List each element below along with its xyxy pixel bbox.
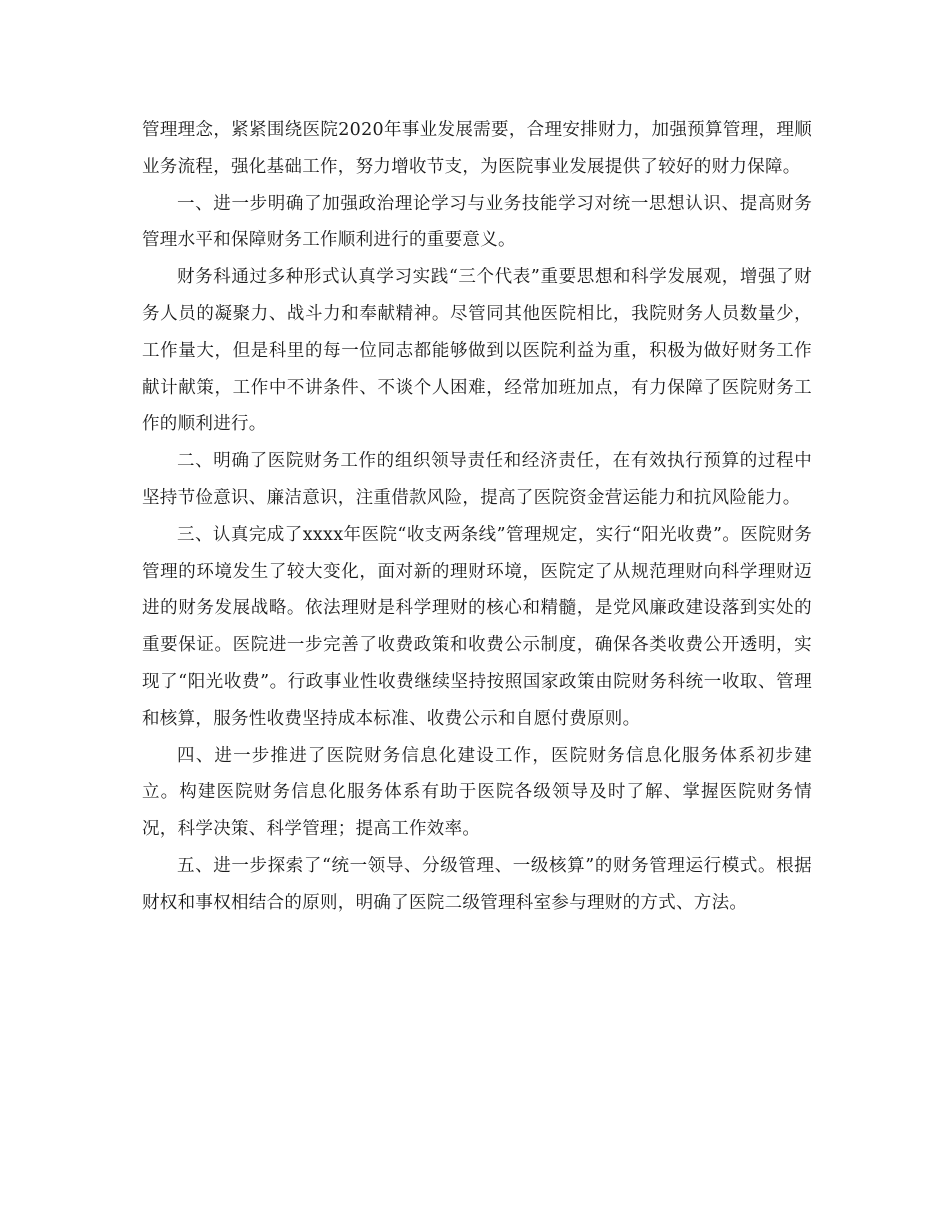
paragraph-section-one: 一、进一步明确了加强政治理论学习与业务技能学习对统一思想认识、提高财务管理水平和保障财务工作顺利进行的重要意义。: [142, 193, 812, 251]
document-body: [142, 112, 812, 922]
paragraph-section-two: 二、明确了医院财务工作的组织领导责任和经济责任，在有效执行预算的过程中坚持节俭意识、廉洁意识，注重借款风险，提高了医院资金营运能力和抗风险能力。: [142, 451, 812, 508]
paragraph-section-one-detail: 财务科通过多种形式认真学习实践“三个代表”重要思想和科学发展观，增强了财务人员的凝聚力、战斗力和奉献精神。尽管同其他医院相比，我院财务人员数量少，工作量大，但是科里的每一位同志都能够做到以医院利益为重，积极为做好财务工作献计献策，工作中不讲条件、不谈个人困难，经常加班加点，有力保障了医院财务工作的顺利进行。: [142, 267, 812, 435]
paragraph-section-four: 四、进一步推进了医院财务信息化建设工作，医院财务信息化服务体系初步建立。构建医院财务信息化服务体系有助于医院各级领导及时了解、掌握医院财务情况，科学决策、科学管理；提高工作效率。: [142, 745, 812, 840]
paragraph-section-five: 五、进一步探索了“统一领导、分级管理、一级核算”的财务管理运行模式。根据财权和事权相结合的原则，明确了医院二级管理科室参与理财的方式、方法。: [142, 855, 812, 913]
paragraph-section-three: 三、认真完成了xxxx年医院“收支两条线”管理规定，实行“阳光收费”。医院财务管理的环境发生了较大变化，面对新的理财环境，医院定了从规范理财向科学理财迈进的财务发展战略。依法理财是科学理财的核心和精髓，是党风廉政建设落到实处的重要保证。医院进一步完善了收费政策和收费公示制度，确保各类收费公开透明，实现了“阳光收费”。行政事业性收费继续坚持按照国家政策由院财务科统一收取、管理和核算，服务性收费坚持成本标准、收费公示和自愿付费原则。: [142, 524, 812, 729]
paragraph-continuation: 管理理念，紧紧围绕医院2020年事业发展需要，合理安排财力，加强预算管理，理顺业务流程，强化基础工作，努力增收节支，为医院事业发展提供了较好的财力保障。: [142, 120, 812, 177]
